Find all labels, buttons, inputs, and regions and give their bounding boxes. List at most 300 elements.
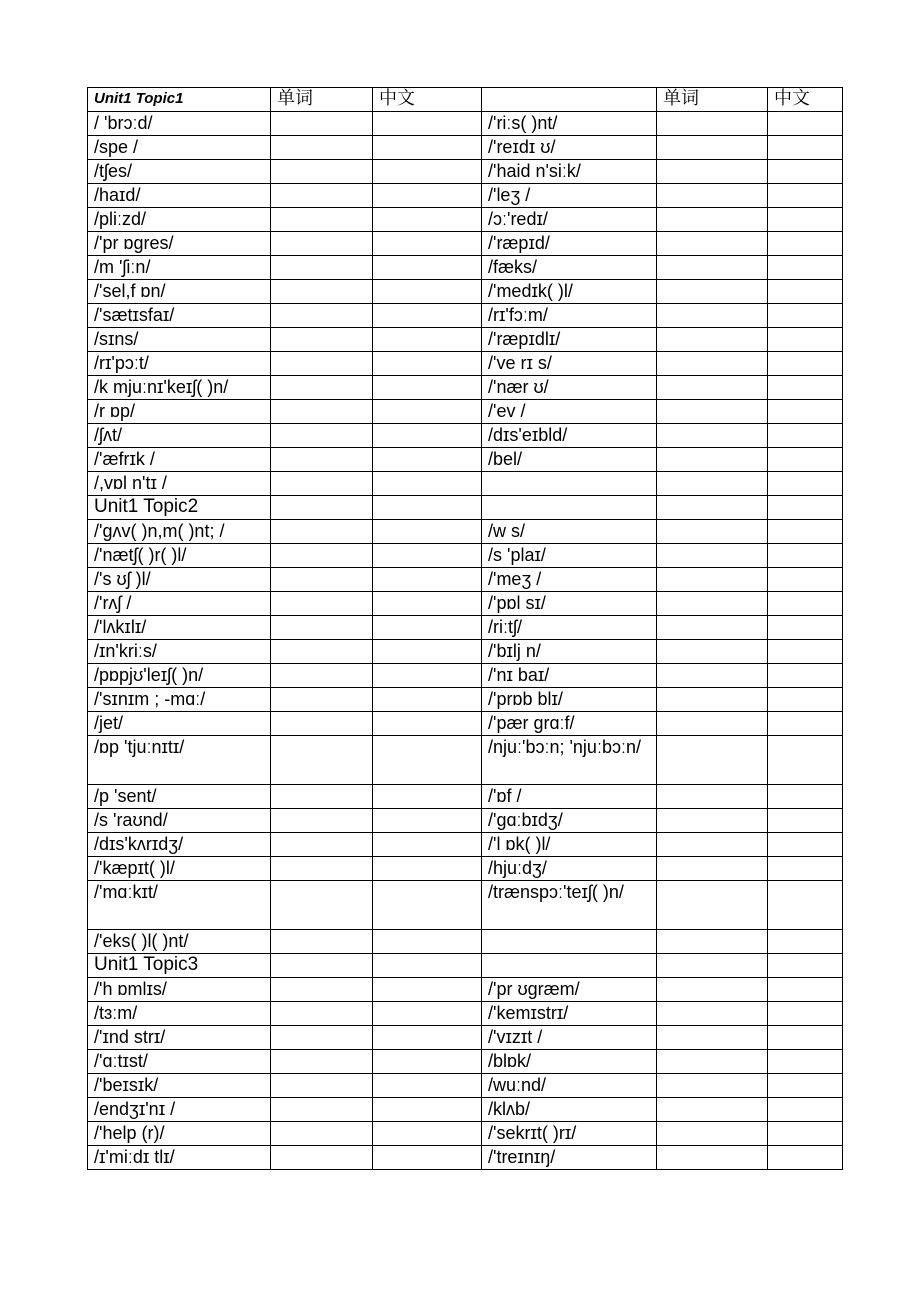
word-answer-cell [271, 424, 373, 448]
chinese-answer-cell [768, 472, 843, 496]
chinese-answer-cell [373, 592, 482, 616]
word-answer-cell [271, 568, 373, 592]
chinese-answer-cell [373, 1026, 482, 1050]
chinese-answer-cell [768, 424, 843, 448]
section-title-row [88, 496, 843, 520]
column-header-blank [482, 88, 657, 112]
word-answer-cell [271, 520, 373, 544]
table-row [88, 376, 843, 400]
word-answer-cell [271, 328, 373, 352]
unit-title: Unit1 Topic2 [88, 496, 271, 520]
phonetic-cell: /blɒk/ [482, 1050, 657, 1074]
phonetic-cell: /trænspɔː'teɪʃ( )n/ [482, 881, 657, 930]
empty-cell [482, 954, 657, 978]
word-answer-cell [657, 978, 768, 1002]
column-header-chinese: 中文 [373, 88, 482, 112]
phonetic-cell: /ɪn'kriːs/ [88, 640, 271, 664]
word-answer-cell [271, 1050, 373, 1074]
table-row [88, 664, 843, 688]
word-answer-cell [271, 280, 373, 304]
word-answer-cell [271, 232, 373, 256]
table-row [88, 930, 843, 954]
chinese-answer-cell [373, 472, 482, 496]
word-answer-cell [271, 304, 373, 328]
chinese-answer-cell [768, 1122, 843, 1146]
column-header-word: 单词 [271, 88, 373, 112]
word-answer-cell [657, 232, 768, 256]
table-row [88, 1026, 843, 1050]
word-answer-cell [271, 1002, 373, 1026]
chinese-answer-cell [373, 881, 482, 930]
phonetic-cell: /tʃes/ [88, 160, 271, 184]
phonetic-cell: /'beɪsɪk/ [88, 1074, 271, 1098]
word-answer-cell [271, 376, 373, 400]
word-answer-cell [271, 809, 373, 833]
word-answer-cell [657, 112, 768, 136]
table-row [88, 809, 843, 833]
word-answer-cell [657, 400, 768, 424]
chinese-answer-cell [768, 809, 843, 833]
chinese-answer-cell [768, 592, 843, 616]
empty-cell [657, 496, 768, 520]
word-answer-cell [657, 664, 768, 688]
chinese-answer-cell [768, 520, 843, 544]
table-row [88, 160, 843, 184]
chinese-answer-cell [768, 352, 843, 376]
chinese-answer-cell [373, 376, 482, 400]
phonetic-cell: /'nær ʊ/ [482, 376, 657, 400]
phonetic-cell: /s 'plaɪ/ [482, 544, 657, 568]
table-row [88, 232, 843, 256]
chinese-answer-cell [373, 520, 482, 544]
table-row [88, 520, 843, 544]
phonetic-cell: /ɒp 'tjuːnɪtɪ/ [88, 736, 271, 785]
word-answer-cell [271, 978, 373, 1002]
phonetic-cell: /'sætɪsfaɪ/ [88, 304, 271, 328]
phonetic-cell: /tɜːm/ [88, 1002, 271, 1026]
empty-cell [271, 496, 373, 520]
phonetic-cell [482, 930, 657, 954]
word-answer-cell [657, 688, 768, 712]
chinese-answer-cell [768, 208, 843, 232]
word-answer-cell [271, 1074, 373, 1098]
word-answer-cell [657, 304, 768, 328]
table-row [88, 544, 843, 568]
table-row [88, 1122, 843, 1146]
chinese-answer-cell [373, 809, 482, 833]
empty-cell [768, 496, 843, 520]
chinese-answer-cell [373, 304, 482, 328]
table-row [88, 857, 843, 881]
table-row [88, 616, 843, 640]
chinese-answer-cell [373, 785, 482, 809]
chinese-answer-cell [768, 736, 843, 785]
chinese-answer-cell [768, 978, 843, 1002]
word-answer-cell [657, 376, 768, 400]
chinese-answer-cell [373, 1098, 482, 1122]
phonetic-cell: /riːtʃ/ [482, 616, 657, 640]
word-answer-cell [271, 136, 373, 160]
word-answer-cell [271, 472, 373, 496]
word-answer-cell [657, 881, 768, 930]
word-answer-cell [271, 712, 373, 736]
word-answer-cell [271, 688, 373, 712]
phonetic-cell: /jet/ [88, 712, 271, 736]
phonetic-cell: /'sekrɪt( )rɪ/ [482, 1122, 657, 1146]
chinese-answer-cell [373, 930, 482, 954]
table-row [88, 352, 843, 376]
phonetic-cell: /'prɒb blɪ/ [482, 688, 657, 712]
chinese-answer-cell [768, 136, 843, 160]
chinese-answer-cell [768, 1146, 843, 1170]
word-answer-cell [657, 785, 768, 809]
unit-title: Unit1 Topic3 [88, 954, 271, 978]
table-row [88, 640, 843, 664]
word-answer-cell [657, 1050, 768, 1074]
table-row [88, 592, 843, 616]
word-answer-cell [271, 400, 373, 424]
phonetic-cell: /'ve rɪ s/ [482, 352, 657, 376]
chinese-answer-cell [768, 1026, 843, 1050]
chinese-answer-cell [373, 232, 482, 256]
phonetic-cell: /'bɪlj n/ [482, 640, 657, 664]
phonetic-cell: /'pr ʊgræm/ [482, 978, 657, 1002]
phonetic-cell: /k mjuːnɪ'keɪʃ( )n/ [88, 376, 271, 400]
table-row [88, 712, 843, 736]
phonetic-cell: /'sɪnɪm ; -mɑː/ [88, 688, 271, 712]
phonetic-cell: /sɪns/ [88, 328, 271, 352]
chinese-answer-cell [768, 833, 843, 857]
phonetic-cell: /dɪs'kʌrɪdʒ/ [88, 833, 271, 857]
phonetic-cell: /'medɪk( )l/ [482, 280, 657, 304]
phonetic-cell: /'rʌʃ / [88, 592, 271, 616]
chinese-answer-cell [768, 568, 843, 592]
chinese-answer-cell [373, 568, 482, 592]
phonetic-cell: /njuː'bɔːn; 'njuːbɔːn/ [482, 736, 657, 785]
word-answer-cell [657, 1098, 768, 1122]
chinese-answer-cell [768, 1050, 843, 1074]
word-answer-cell [271, 736, 373, 785]
chinese-answer-cell [373, 424, 482, 448]
word-answer-cell [657, 1146, 768, 1170]
phonetic-cell: /'l ɒk( )l/ [482, 833, 657, 857]
phonetic-cell: /'riːs( )nt/ [482, 112, 657, 136]
phonetic-cell: /wuːnd/ [482, 1074, 657, 1098]
phonetic-cell: /'leʒ / [482, 184, 657, 208]
column-header-chinese: 中文 [768, 88, 843, 112]
word-answer-cell [271, 1098, 373, 1122]
phonetic-cell: /p 'sent/ [88, 785, 271, 809]
chinese-answer-cell [768, 376, 843, 400]
phonetic-cell: /'gʌv( )n,m( )nt; / [88, 520, 271, 544]
word-answer-cell [271, 544, 373, 568]
chinese-answer-cell [373, 1122, 482, 1146]
phonetic-cell: /ʃʌt/ [88, 424, 271, 448]
table-row [88, 472, 843, 496]
word-answer-cell [271, 664, 373, 688]
word-answer-cell [271, 930, 373, 954]
word-answer-cell [271, 857, 373, 881]
table-row [88, 400, 843, 424]
word-answer-cell [657, 616, 768, 640]
chinese-answer-cell [768, 857, 843, 881]
word-answer-cell [657, 592, 768, 616]
word-answer-cell [271, 640, 373, 664]
chinese-answer-cell [373, 160, 482, 184]
table-row [88, 328, 843, 352]
chinese-answer-cell [768, 881, 843, 930]
table-row [88, 256, 843, 280]
chinese-answer-cell [768, 688, 843, 712]
table-row [88, 1050, 843, 1074]
phonetic-cell: /'treɪnɪŋ/ [482, 1146, 657, 1170]
chinese-answer-cell [373, 688, 482, 712]
chinese-answer-cell [373, 736, 482, 785]
chinese-answer-cell [373, 857, 482, 881]
word-answer-cell [271, 448, 373, 472]
word-answer-cell [657, 424, 768, 448]
chinese-answer-cell [768, 448, 843, 472]
word-answer-cell [271, 592, 373, 616]
table-row [88, 304, 843, 328]
word-answer-cell [657, 256, 768, 280]
phonetic-cell: /,vɒl n'tɪ / [88, 472, 271, 496]
chinese-answer-cell [768, 160, 843, 184]
chinese-answer-cell [373, 352, 482, 376]
table-row [88, 112, 843, 136]
word-answer-cell [271, 1122, 373, 1146]
chinese-answer-cell [373, 136, 482, 160]
empty-cell [657, 954, 768, 978]
empty-cell [373, 954, 482, 978]
word-answer-cell [271, 881, 373, 930]
phonetic-cell [482, 472, 657, 496]
table-row [88, 184, 843, 208]
phonetic-cell: /dɪs'eɪbld/ [482, 424, 657, 448]
chinese-answer-cell [373, 978, 482, 1002]
phonetic-cell: /haɪd/ [88, 184, 271, 208]
word-answer-cell [271, 208, 373, 232]
table-row [88, 785, 843, 809]
phonetic-cell: /'lʌkɪlɪ/ [88, 616, 271, 640]
phonetic-cell: /'kemɪstrɪ/ [482, 1002, 657, 1026]
empty-cell [768, 954, 843, 978]
phonetic-cell: /fæks/ [482, 256, 657, 280]
phonetic-cell: /ɔː'redɪ/ [482, 208, 657, 232]
phonetic-cell: /'ɑːtɪst/ [88, 1050, 271, 1074]
phonetic-cell: /'ɒf / [482, 785, 657, 809]
chinese-answer-cell [768, 256, 843, 280]
word-answer-cell [271, 352, 373, 376]
unit-title: Unit1 Topic1 [88, 88, 271, 112]
phonetic-cell: /'haid n'siːk/ [482, 160, 657, 184]
section-title-row [88, 954, 843, 978]
empty-cell [482, 496, 657, 520]
table-row [88, 881, 843, 930]
phonetic-cell: /pɒpjʊ'leɪʃ( )n/ [88, 664, 271, 688]
phonetic-cell: /endʒɪ'nɪ / [88, 1098, 271, 1122]
phonetic-cell: /'vɪzɪt / [482, 1026, 657, 1050]
phonetic-cell: /'nætʃ( )r( )l/ [88, 544, 271, 568]
word-answer-cell [271, 833, 373, 857]
phonetic-cell: /'pɒl sɪ/ [482, 592, 657, 616]
chinese-answer-cell [768, 640, 843, 664]
table-row [88, 736, 843, 785]
word-answer-cell [657, 857, 768, 881]
word-answer-cell [657, 280, 768, 304]
phonetic-cell: /hjuːdʒ/ [482, 857, 657, 881]
table-row [88, 568, 843, 592]
table-row [88, 136, 843, 160]
chinese-answer-cell [373, 280, 482, 304]
chinese-answer-cell [373, 184, 482, 208]
word-answer-cell [657, 544, 768, 568]
chinese-answer-cell [373, 1146, 482, 1170]
phonetic-cell: /bel/ [482, 448, 657, 472]
table-row [88, 833, 843, 857]
chinese-answer-cell [768, 112, 843, 136]
chinese-answer-cell [768, 785, 843, 809]
word-answer-cell [657, 736, 768, 785]
phonetic-cell: /s 'raʊnd/ [88, 809, 271, 833]
word-answer-cell [657, 1074, 768, 1098]
table-row [88, 1074, 843, 1098]
word-answer-cell [657, 184, 768, 208]
word-answer-cell [271, 1146, 373, 1170]
chinese-answer-cell [768, 280, 843, 304]
empty-cell [271, 954, 373, 978]
word-answer-cell [657, 448, 768, 472]
phonetic-cell: /klʌb/ [482, 1098, 657, 1122]
chinese-answer-cell [768, 232, 843, 256]
word-answer-cell [271, 785, 373, 809]
chinese-answer-cell [768, 304, 843, 328]
word-answer-cell [657, 136, 768, 160]
vocabulary-table-body [88, 88, 843, 1170]
table-row [88, 688, 843, 712]
word-answer-cell [271, 160, 373, 184]
phonetic-cell: /ɪ'miːdɪ tlɪ/ [88, 1146, 271, 1170]
chinese-answer-cell [768, 400, 843, 424]
word-answer-cell [657, 160, 768, 184]
word-answer-cell [271, 256, 373, 280]
phonetic-cell: /'ev / [482, 400, 657, 424]
phonetic-cell: /'ɪnd strɪ/ [88, 1026, 271, 1050]
word-answer-cell [271, 616, 373, 640]
vocabulary-sheet [87, 87, 842, 1170]
chinese-answer-cell [373, 256, 482, 280]
table-row [88, 424, 843, 448]
chinese-answer-cell [768, 1074, 843, 1098]
phonetic-cell: /'gɑːbɪdʒ/ [482, 809, 657, 833]
chinese-answer-cell [768, 544, 843, 568]
phonetic-cell: /'s ʊʃ )l/ [88, 568, 271, 592]
table-row [88, 208, 843, 232]
word-answer-cell [657, 833, 768, 857]
chinese-answer-cell [373, 833, 482, 857]
chinese-answer-cell [768, 664, 843, 688]
chinese-answer-cell [373, 328, 482, 352]
chinese-answer-cell [768, 1098, 843, 1122]
table-header-row [88, 88, 843, 112]
table-row [88, 1002, 843, 1026]
phonetic-cell: /'ræpɪd/ [482, 232, 657, 256]
word-answer-cell [271, 112, 373, 136]
phonetic-cell: /'h ɒmlɪs/ [88, 978, 271, 1002]
chinese-answer-cell [768, 328, 843, 352]
phonetic-cell: /rɪ'fɔːm/ [482, 304, 657, 328]
empty-cell [373, 496, 482, 520]
word-answer-cell [657, 472, 768, 496]
table-row [88, 1098, 843, 1122]
chinese-answer-cell [768, 1002, 843, 1026]
phonetic-cell: /'ræpɪdlɪ/ [482, 328, 657, 352]
chinese-answer-cell [373, 1074, 482, 1098]
word-answer-cell [657, 809, 768, 833]
phonetic-cell: /'reɪdɪ ʊ/ [482, 136, 657, 160]
table-row [88, 1146, 843, 1170]
chinese-answer-cell [768, 712, 843, 736]
chinese-answer-cell [768, 930, 843, 954]
vocabulary-table [87, 87, 843, 1170]
phonetic-cell: /spe / [88, 136, 271, 160]
phonetic-cell: /'help (r)/ [88, 1122, 271, 1146]
chinese-answer-cell [373, 448, 482, 472]
chinese-answer-cell [373, 112, 482, 136]
phonetic-cell: / 'brɔːd/ [88, 112, 271, 136]
word-answer-cell [657, 930, 768, 954]
chinese-answer-cell [373, 1002, 482, 1026]
word-answer-cell [657, 328, 768, 352]
phonetic-cell: /'pær grɑːf/ [482, 712, 657, 736]
phonetic-cell: /r ɒp/ [88, 400, 271, 424]
word-answer-cell [657, 520, 768, 544]
phonetic-cell: /'eks( )l( )nt/ [88, 930, 271, 954]
chinese-answer-cell [373, 616, 482, 640]
chinese-answer-cell [373, 1050, 482, 1074]
column-header-word: 单词 [657, 88, 768, 112]
chinese-answer-cell [373, 544, 482, 568]
table-row [88, 978, 843, 1002]
chinese-answer-cell [373, 400, 482, 424]
word-answer-cell [657, 1122, 768, 1146]
word-answer-cell [657, 640, 768, 664]
phonetic-cell: /'mɑːkɪt/ [88, 881, 271, 930]
word-answer-cell [657, 352, 768, 376]
chinese-answer-cell [373, 640, 482, 664]
phonetic-cell: /'meʒ / [482, 568, 657, 592]
phonetic-cell: /'æfrɪk / [88, 448, 271, 472]
chinese-answer-cell [768, 616, 843, 640]
chinese-answer-cell [373, 664, 482, 688]
phonetic-cell: /w s/ [482, 520, 657, 544]
phonetic-cell: /m 'ʃiːn/ [88, 256, 271, 280]
word-answer-cell [657, 712, 768, 736]
word-answer-cell [657, 1026, 768, 1050]
phonetic-cell: /'sel,f ɒn/ [88, 280, 271, 304]
table-row [88, 280, 843, 304]
chinese-answer-cell [768, 184, 843, 208]
word-answer-cell [271, 184, 373, 208]
table-row [88, 448, 843, 472]
word-answer-cell [657, 568, 768, 592]
chinese-answer-cell [373, 712, 482, 736]
phonetic-cell: /'kæpɪt( )l/ [88, 857, 271, 881]
chinese-answer-cell [373, 208, 482, 232]
phonetic-cell: /'nɪ baɪ/ [482, 664, 657, 688]
word-answer-cell [657, 1002, 768, 1026]
phonetic-cell: /rɪ'pɔːt/ [88, 352, 271, 376]
